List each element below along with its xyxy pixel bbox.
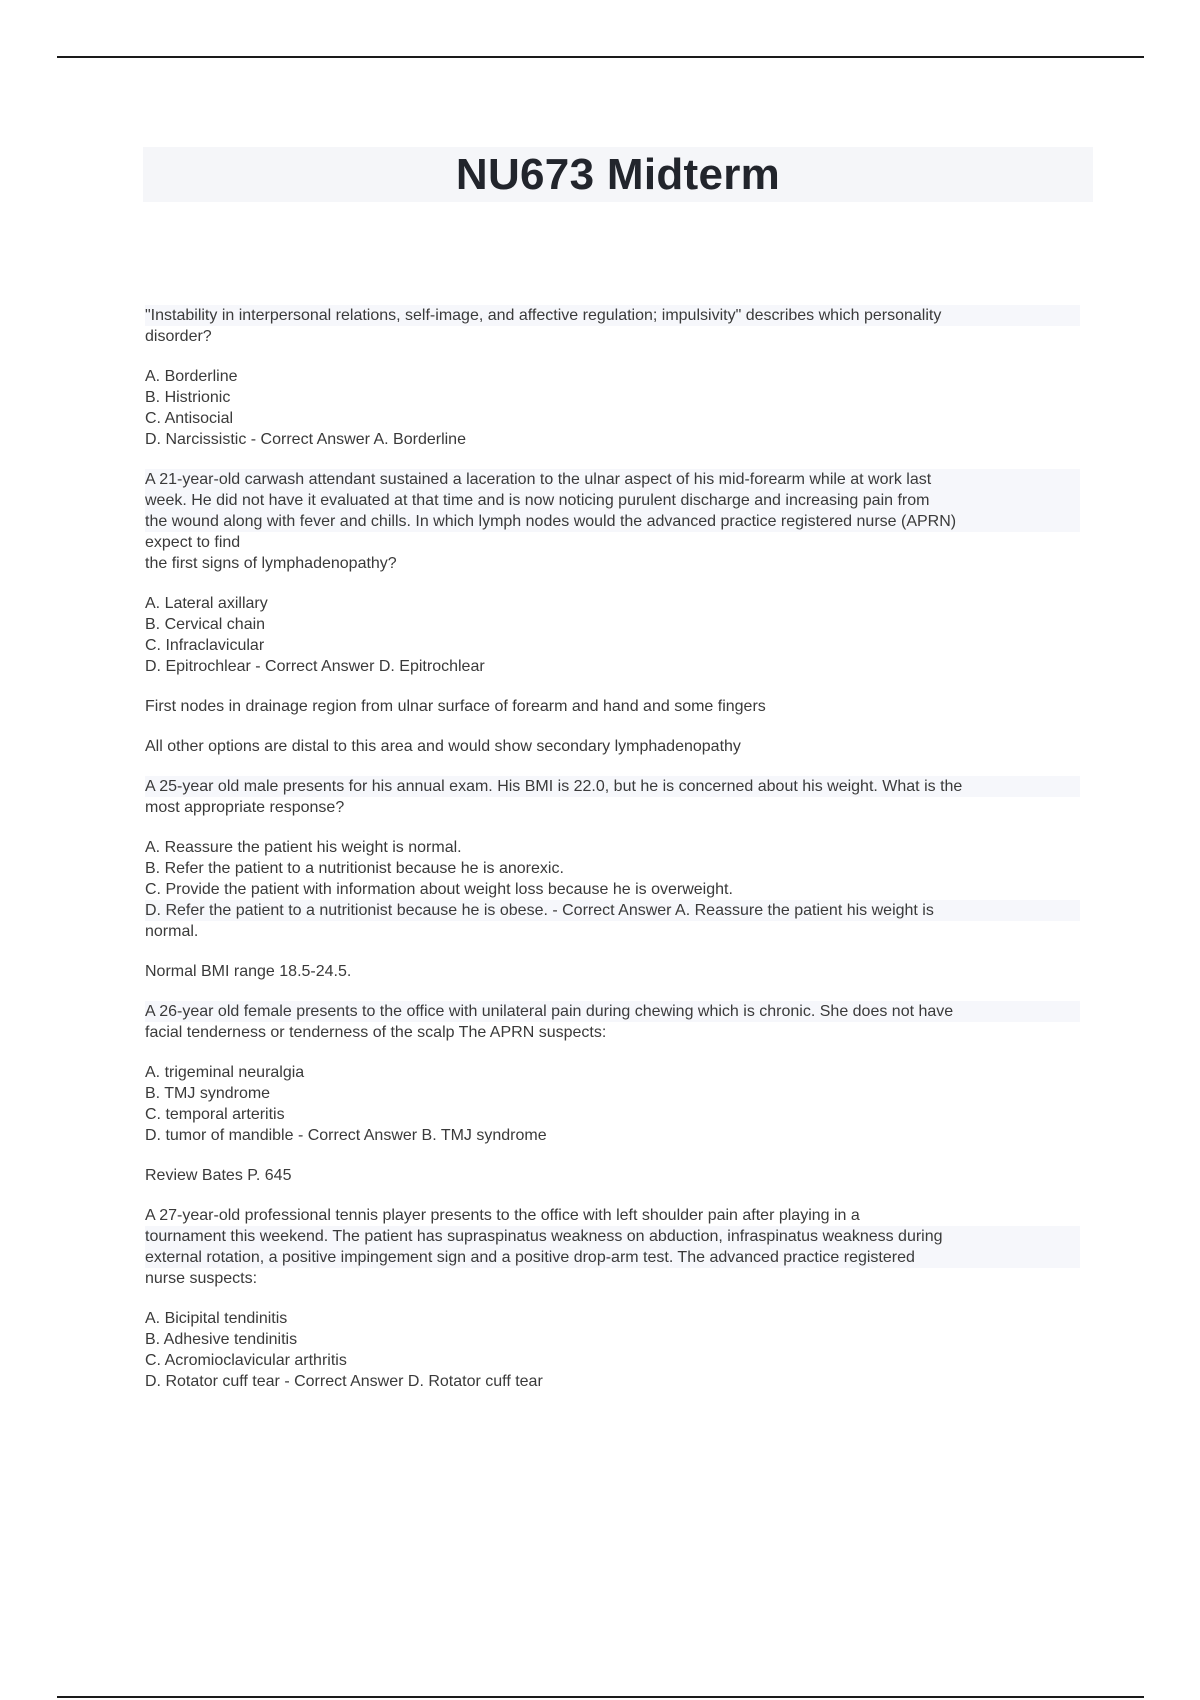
option-line: B. Refer the patient to a nutritionist because he is anorexic. — [145, 860, 564, 877]
question-3-stem — [145, 776, 1080, 818]
text-line: All other options are distal to this area and would show secondary lymphadenopathy — [145, 738, 741, 755]
option-line: D. Rotator cuff tear - Correct Answer D. Rotator cuff tear — [145, 1373, 543, 1390]
question-4-note — [145, 1165, 1080, 1186]
option-line: B. Cervical chain — [145, 616, 266, 633]
text-line: A 21-year-old carwash attendant sustained a laceration to the ulnar aspect of his mid-forearm while at work last — [145, 469, 1080, 490]
question-5-options — [145, 1308, 1080, 1392]
text-line: the wound along with fever and chills. In which lymph nodes would the advanced practice registered nurse (APRN) — [145, 511, 1080, 532]
page-title: NU673 Midterm — [455, 149, 781, 199]
text-line: nurse suspects: — [145, 1270, 258, 1287]
question-1-stem — [145, 305, 1080, 347]
question-2-options — [145, 593, 1080, 677]
question-2-note-2 — [145, 736, 1080, 757]
option-line: C. Provide the patient with information about weight loss because he is overweight. — [145, 881, 733, 898]
text-line: expect to find — [145, 534, 241, 551]
option-line: B. TMJ syndrome — [145, 1085, 271, 1102]
text-line: tournament this weekend. The patient has supraspinatus weakness on abduction, infraspinatus weakness during — [145, 1226, 1080, 1247]
question-4-options — [145, 1062, 1080, 1146]
option-line: D. Refer the patient to a nutritionist because he is obese. - Correct Answer A. Reassure the patient his weight is — [145, 900, 1080, 921]
text-line: most appropriate response? — [145, 799, 345, 816]
text-line: external rotation, a positive impingement sign and a positive drop-arm test. The advanced practice registered — [145, 1247, 1080, 1268]
document-body — [145, 305, 1080, 1411]
text-line: week. He did not have it evaluated at that time and is now noticing purulent discharge and increasing pain from — [145, 490, 1080, 511]
question-5-stem — [145, 1205, 1080, 1289]
text-line: A 25-year old male presents for his annual exam. His BMI is 22.0, but he is concerned about his weight. What is the — [145, 776, 1080, 797]
text-line: disorder? — [145, 328, 212, 345]
text-line: First nodes in drainage region from ulnar surface of forearm and hand and some fingers — [145, 698, 766, 715]
option-line: C. Acromioclavicular arthritis — [145, 1352, 347, 1369]
bottom-rule — [57, 1696, 1144, 1698]
question-1-options — [145, 366, 1080, 450]
text-line: A 26-year old female presents to the office with unilateral pain during chewing which is chronic. She does not have — [145, 1001, 1080, 1022]
text-line: A 27-year-old professional tennis player presents to the office with left shoulder pain after playing in a — [145, 1207, 860, 1224]
option-line: C. temporal arteritis — [145, 1106, 285, 1123]
top-rule — [57, 56, 1144, 58]
text-line: the first signs of lymphadenopathy? — [145, 555, 397, 572]
text-line: "Instability in interpersonal relations, self-image, and affective regulation; impulsivity" describes which personality — [145, 305, 1080, 326]
option-line: A. Reassure the patient his weight is normal. — [145, 839, 462, 856]
option-line: D. Epitrochlear - Correct Answer D. Epitrochlear — [145, 658, 485, 675]
text-line: facial tenderness or tenderness of the scalp The APRN suspects: — [145, 1024, 607, 1041]
option-line: B. Histrionic — [145, 389, 231, 406]
option-line: D. Narcissistic - Correct Answer A. Borderline — [145, 431, 466, 448]
option-line: A. Borderline — [145, 368, 238, 385]
question-2-stem — [145, 469, 1080, 574]
question-3-options — [145, 837, 1080, 942]
option-line: C. Antisocial — [145, 410, 234, 427]
option-line: A. Bicipital tendinitis — [145, 1310, 288, 1327]
option-line: A. Lateral axillary — [145, 595, 268, 612]
option-line: normal. — [145, 923, 199, 940]
question-4-stem — [145, 1001, 1080, 1043]
option-line: C. Infraclavicular — [145, 637, 265, 654]
option-line: D. tumor of mandible - Correct Answer B. TMJ syndrome — [145, 1127, 547, 1144]
option-line: A. trigeminal neuralgia — [145, 1064, 305, 1081]
question-3-note — [145, 961, 1080, 982]
question-2-note-1 — [145, 696, 1080, 717]
text-line: Review Bates P. 645 — [145, 1167, 292, 1184]
title-banner — [143, 147, 1093, 202]
text-line: Normal BMI range 18.5-24.5. — [145, 963, 352, 980]
option-line: B. Adhesive tendinitis — [145, 1331, 298, 1348]
